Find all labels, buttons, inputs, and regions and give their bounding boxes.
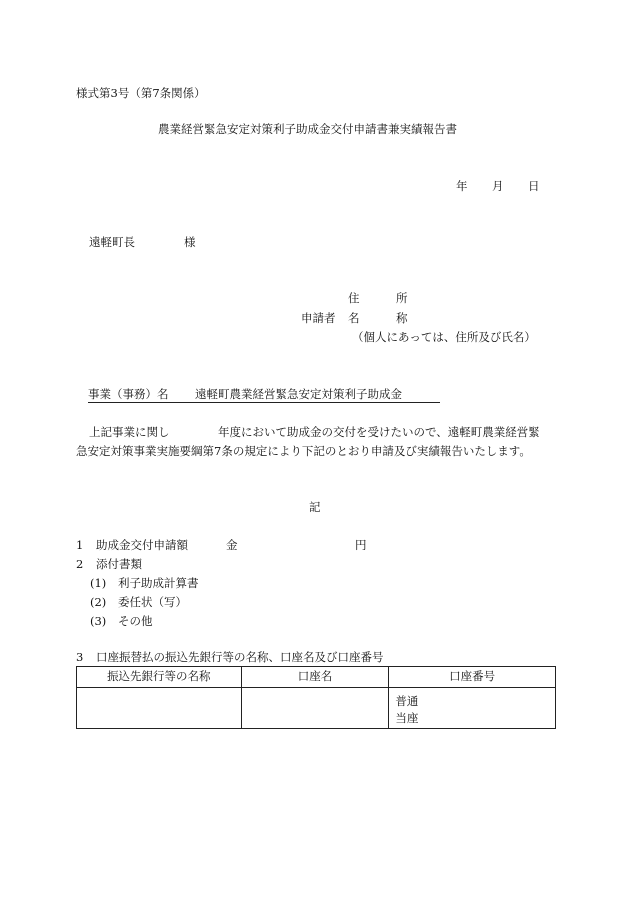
- item-2-label: 添付書類: [96, 557, 142, 571]
- account-type-toza: 当座: [395, 711, 419, 725]
- attachment-1-label: 利子助成計算書: [118, 576, 199, 590]
- page-title: 農業経営緊急安定対策利子助成金交付申請書兼実績報告書: [158, 122, 457, 136]
- bank-table-row: [77, 688, 556, 729]
- bank-table-header-row: [77, 667, 556, 688]
- header-account-name: 口座名: [241, 667, 389, 688]
- attachment-2-number: (2): [90, 595, 107, 609]
- bank-account-table: [76, 666, 556, 729]
- attachment-1-number: (1): [90, 576, 107, 590]
- bank-name-cell[interactable]: [77, 688, 242, 729]
- attachment-3-number: (3): [90, 614, 107, 628]
- body-text-line1-part1: 上記事業に関し: [89, 425, 170, 439]
- item-1-yen: 円: [355, 538, 367, 552]
- addressee-name: 遠軽町長: [89, 235, 135, 249]
- body-text-line1-part2: 年度において助成金の交付を受けたいので、遠軽町農業経営緊: [218, 425, 540, 439]
- project-name: 遠軽町農業経営緊急安定対策利子助成金: [195, 387, 402, 401]
- date-day-label: 日: [528, 179, 540, 193]
- body-text-line2: 急安定対策事業実施要綱第7条の規定により下記のとおり申請及び実績報告いたします。: [76, 444, 531, 458]
- addressee-honorific: 様: [184, 235, 196, 249]
- item-1-label: 助成金交付申請額: [96, 538, 188, 552]
- applicant-label: 申請者: [301, 311, 336, 325]
- item-2-number: 2: [76, 557, 84, 571]
- project-label: 事業（事務）名: [88, 387, 169, 401]
- account-type-futsu: 普通: [395, 694, 419, 708]
- account-type-list: [389, 688, 555, 727]
- item-1-number: 1: [76, 538, 84, 552]
- item-3-number: 3: [76, 650, 84, 664]
- date-month-label: 月: [492, 179, 504, 193]
- name-label-1: 名: [348, 311, 360, 325]
- date-year-label: 年: [456, 179, 468, 193]
- header-bank-name: 振込先銀行等の名称: [77, 667, 242, 688]
- item-3-label: 口座振替払の振込先銀行等の名称、口座名及び口座番号: [96, 650, 384, 664]
- account-number-cell[interactable]: [389, 688, 556, 729]
- address-label-2: 所: [396, 291, 408, 305]
- name-label-2: 称: [396, 311, 408, 325]
- address-label-1: 住: [348, 291, 360, 305]
- attachment-3-label: その他: [118, 614, 153, 628]
- item-1-kin: 金: [226, 538, 238, 552]
- form-number: 様式第3号（第7条関係）: [76, 86, 206, 100]
- applicant-note: （個人にあっては、住所及び氏名）: [352, 330, 536, 344]
- attachment-2-label: 委任状（写）: [118, 595, 187, 609]
- account-name-cell[interactable]: [241, 688, 389, 729]
- project-underline: [88, 402, 440, 403]
- ki-heading: 記: [309, 500, 321, 514]
- header-account-number: 口座番号: [389, 667, 556, 688]
